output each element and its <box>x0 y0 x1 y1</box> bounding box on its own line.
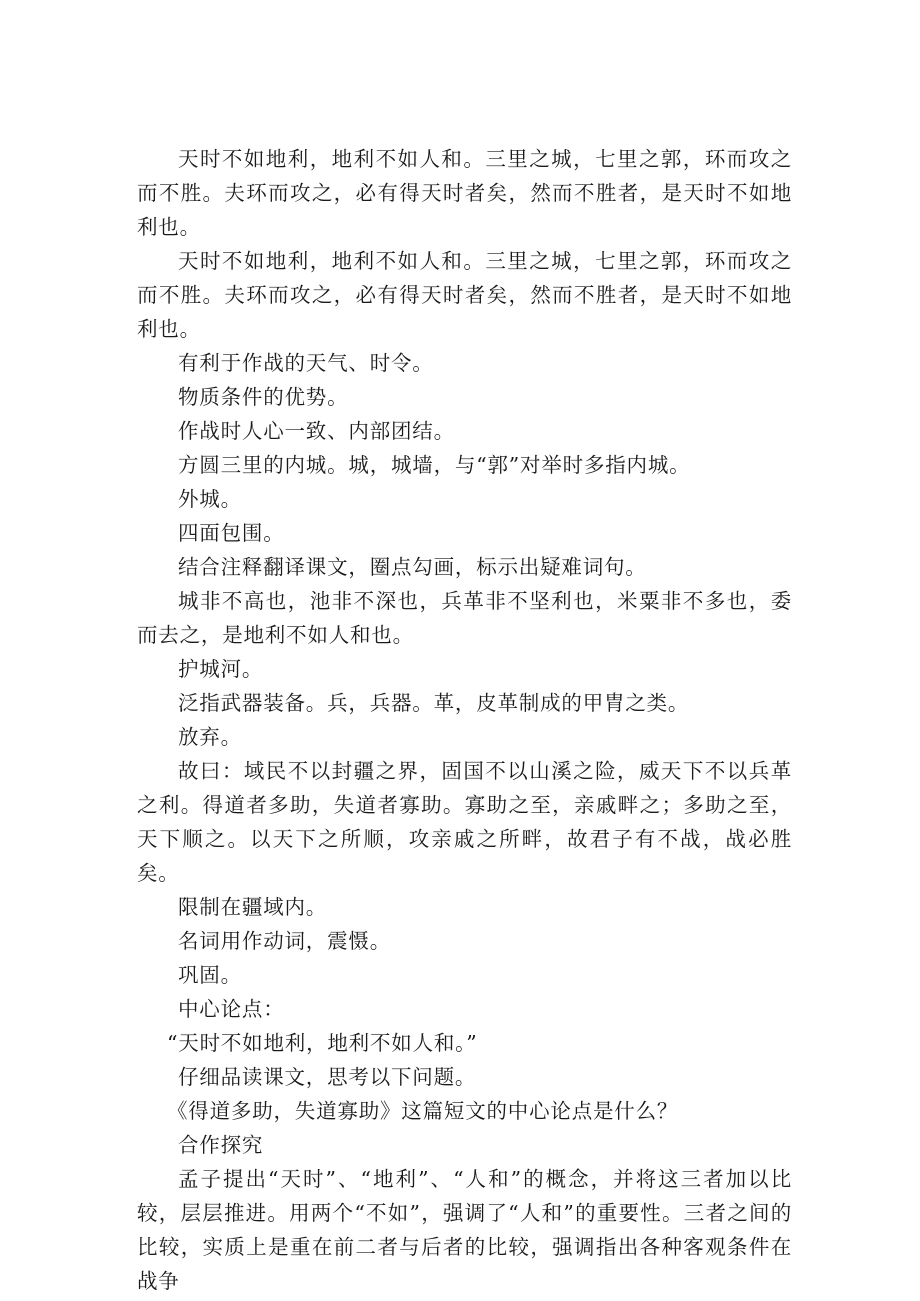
paragraph-17: 巩固。 <box>178 963 242 987</box>
paragraph-20: 仔细品读课文，思考以下问题。 <box>178 1065 477 1089</box>
paragraph-10: 城非不高也，池非不深也，兵革非不坚利也，米粟非不多也，委而去之，是地利不如人和也。 <box>137 589 792 647</box>
paragraph-13: 放弃。 <box>178 725 242 749</box>
paragraph-3: 有利于作战的天气、时令。 <box>178 351 434 375</box>
paragraph-12: 泛指武器装备。兵，兵器。革，皮革制成的甲胄之类。 <box>178 691 690 715</box>
paragraph-21: 《得道多助，失道寡助》这篇短文的中心论点是什么？ <box>167 1099 679 1123</box>
paragraph-22: 合作探究 <box>178 1133 264 1157</box>
paragraph-9: 结合注释翻译课文，圈点勾画，标示出疑难词句。 <box>178 555 647 579</box>
paragraph-23: 孟子提出“天时”、“地利”、“人和”的概念，并将这三者加以比较，层层推进。用两个“不如”，强调了“人和”的重要性。三者之间的比较，实质上是重在前二者与后者的比较，强调指出各种客观条件在战争 <box>137 1167 792 1293</box>
paragraph-15: 限制在疆域内。 <box>178 895 328 919</box>
paragraph-5: 作战时人心一致、内部团结。 <box>178 419 455 443</box>
paragraph-19: “天时不如地利，地利不如人和。” <box>167 1031 478 1055</box>
paragraph-8: 四面包围。 <box>178 521 285 545</box>
paragraph-6: 方圆三里的内城。城，城墙，与“郭”对举时多指内城。 <box>178 453 691 477</box>
paragraph-11: 护城河。 <box>178 657 264 681</box>
paragraph-4: 物质条件的优势。 <box>178 385 349 409</box>
paragraph-18: 中心论点： <box>178 997 285 1021</box>
paragraph-7: 外城。 <box>178 487 242 511</box>
paragraph-16: 名词用作动词，震慑。 <box>178 929 391 953</box>
document-body <box>137 142 792 1298</box>
paragraph-14: 故曰：域民不以封疆之界，固国不以山溪之险，威天下不以兵革之利。得道者多助，失道者寡助。寡助之至，亲戚畔之；多助之至，天下顺之。以天下之所顺，攻亲戚之所畔，故君子有不战，战必胜矣。 <box>137 759 792 885</box>
paragraph-1: 天时不如地利，地利不如人和。三里之城，七里之郭，环而攻之而不胜。夫环而攻之，必有得天时者矣，然而不胜者，是天时不如地利也。 <box>137 147 792 239</box>
paragraph-2: 天时不如地利，地利不如人和。三里之城，七里之郭，环而攻之而不胜。夫环而攻之，必有得天时者矣，然而不胜者，是天时不如地利也。 <box>137 249 792 341</box>
